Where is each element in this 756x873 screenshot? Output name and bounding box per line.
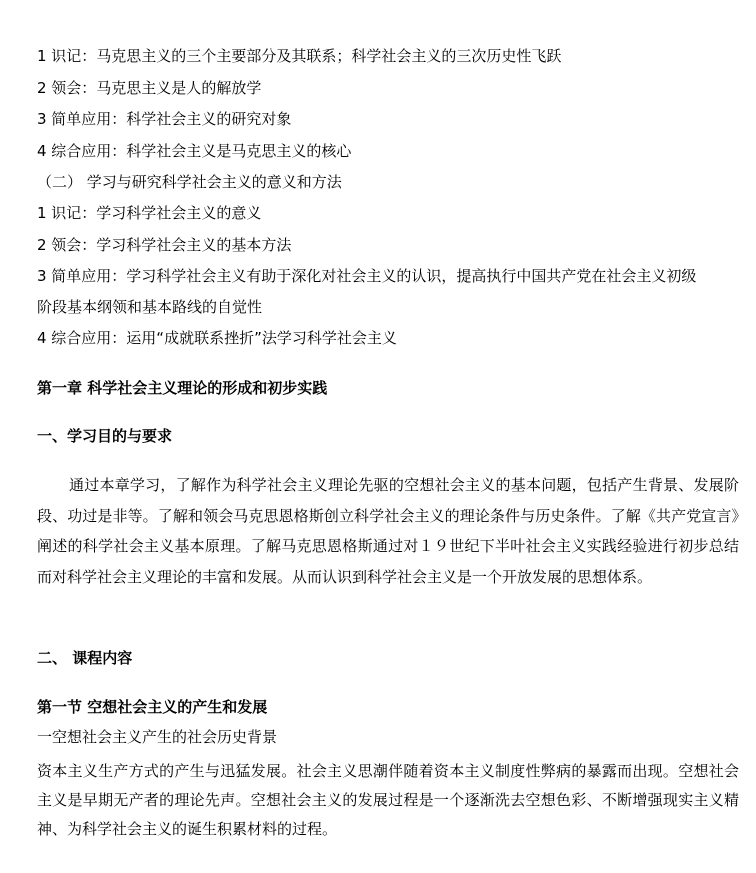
objective-line-simple-apply-2: 3 简单应用：学习科学社会主义有助于深化对社会主义的认识，提高执行中国共产党在社会主义初级 xyxy=(37,267,697,285)
objective-line-simple-apply-1: 3 简单应用：科学社会主义的研究对象 xyxy=(37,110,292,128)
subheading-historical-background: 一空想社会主义产生的社会历史背景 xyxy=(37,728,278,746)
objective-line-simple-apply-2-continued: 阶段基本纲领和基本路线的自觉性 xyxy=(37,298,263,316)
section-title-utopian-socialism: 第一节 空想社会主义的产生和发展 xyxy=(37,698,268,716)
objective-line-recall-2: 1 识记：学习科学社会主义的意义 xyxy=(37,204,262,222)
section-heading-course-content: 二、 课程内容 xyxy=(37,649,133,667)
subsection-heading-meaning-methods: （二） 学习与研究科学社会主义的意义和方法 xyxy=(37,173,342,191)
objective-line-understand-2: 2 领会：学习科学社会主义的基本方法 xyxy=(37,236,292,254)
objective-line-comprehensive-apply-1: 4 综合应用：科学社会主义是马克思主义的核心 xyxy=(37,142,352,160)
chapter-title: 第一章 科学社会主义理论的形成和初步实践 xyxy=(37,379,328,397)
objective-line-recall-1: 1 识记：马克思主义的三个主要部分及其联系；科学社会主义的三次历史性飞跃 xyxy=(37,47,562,65)
section-heading-objectives: 一、学习目的与要求 xyxy=(37,427,173,445)
body-paragraph: 资本主义生产方式的产生与迅猛发展。社会主义思潮伴随着资本主义制度性弊病的暴露而出现。空想社会主义是早期无产者的理论先声。空想社会主义的发展过程是一个逐渐洗去空想色彩、不断增强现实主义精神、为科学社会主义的诞生积累材料的过程。 xyxy=(37,762,739,838)
learning-goal-paragraph: 通过本章学习，了解作为科学社会主义理论先驱的空想社会主义的基本问题，包括产生背景、发展阶段、功过是非等。了解和领会马克思恩格斯创立科学社会主义的理论条件与历史条件。了解《共产党宣言》阐述的科学社会主义基本原理。了解马克思恩格斯通过对１９世纪下半叶社会主义实践经验进行初步总结而对科学社会主义理论的丰富和发展。从而认识到科学社会主义是一个开放发展的思想体系。 xyxy=(37,476,739,586)
objective-line-comprehensive-apply-2: 4 综合应用：运用“成就联系挫折”法学习科学社会主义 xyxy=(37,329,397,347)
objective-line-understand-1: 2 领会：马克思主义是人的解放学 xyxy=(37,79,262,97)
